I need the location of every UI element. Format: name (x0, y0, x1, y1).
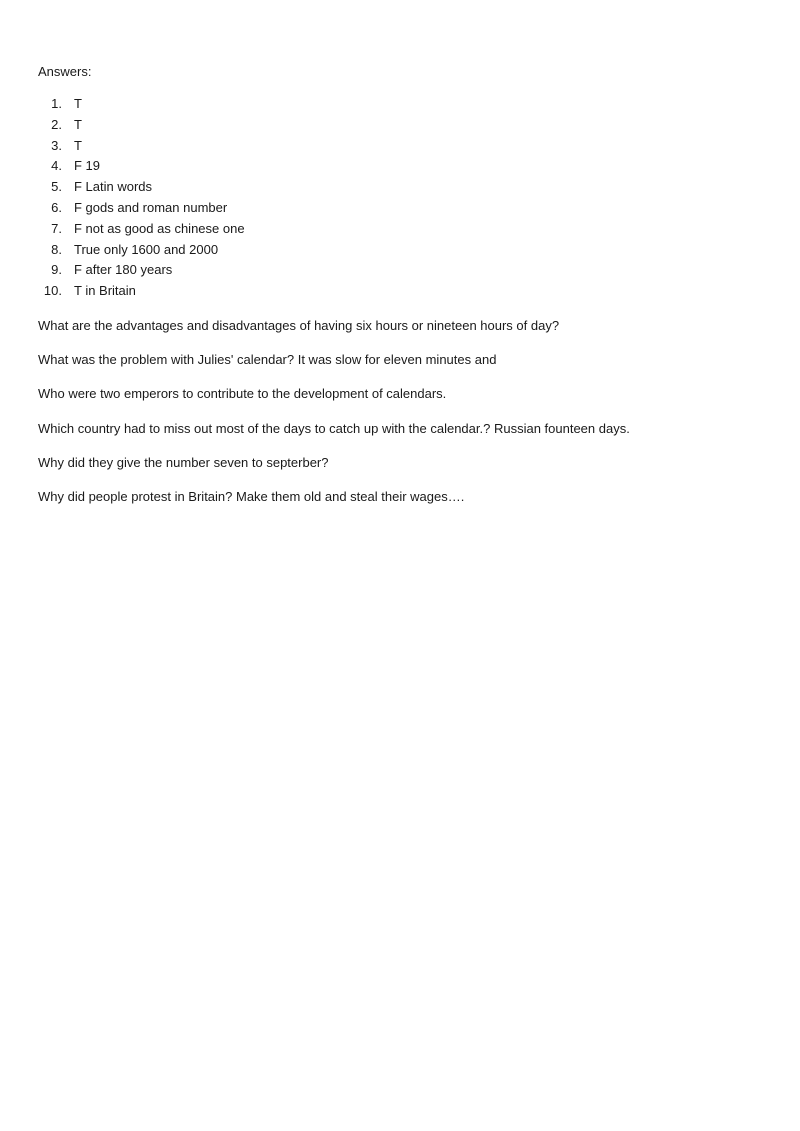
answer-item (38, 240, 762, 261)
answer-item (38, 156, 762, 177)
answer-item (38, 177, 762, 198)
answer-number: 7. (51, 220, 62, 236)
answer-number: 9. (51, 262, 62, 278)
question-paragraph: Who were two emperors to contribute to the development of calendars. (38, 386, 447, 402)
answer-number: 4. (51, 158, 62, 174)
answer-item (38, 219, 762, 240)
question-paragraph: Why did they give the number seven to septerber? (38, 454, 329, 470)
answer-text: True only 1600 and 2000 (74, 241, 219, 257)
answer-text: T (74, 137, 82, 153)
answers-heading: Answers: (38, 64, 92, 79)
answer-number: 8. (51, 241, 62, 257)
answer-number: 5. (51, 179, 62, 195)
answer-item (38, 281, 762, 302)
question-paragraph: What are the advantages and disadvantages of having six hours or nineteen hours of day? (38, 317, 560, 333)
answer-text: F 19 (74, 158, 101, 174)
question-list (38, 316, 762, 507)
answer-item (38, 136, 762, 157)
answer-list (38, 94, 762, 302)
answer-number: 2. (51, 116, 62, 132)
answer-number: 10. (43, 283, 62, 299)
answer-text: F not as good as chinese one (74, 220, 245, 236)
answer-text: T in Britain (74, 283, 136, 299)
answer-item (38, 260, 762, 281)
answer-text: T (74, 96, 82, 111)
answer-number: 3. (51, 137, 62, 153)
answer-item (38, 198, 762, 219)
answer-item (38, 94, 762, 115)
question-paragraph: Which country had to miss out most of the days to catch up with the calendar.? Russian founteen days. (38, 420, 630, 436)
answer-number: 1. (51, 96, 62, 111)
answer-text: F gods and roman number (74, 199, 228, 215)
question-paragraph: Why did people protest in Britain? Make them old and steal their wages…. (38, 488, 465, 504)
document-page (38, 62, 762, 521)
answer-text: F after 180 years (74, 262, 173, 278)
answer-text: F Latin words (74, 179, 153, 195)
answer-item (38, 115, 762, 136)
answer-number: 6. (51, 199, 62, 215)
answer-text: T (74, 116, 82, 132)
question-paragraph: What was the problem with Julies' calendar? It was slow for eleven minutes and (38, 352, 497, 368)
